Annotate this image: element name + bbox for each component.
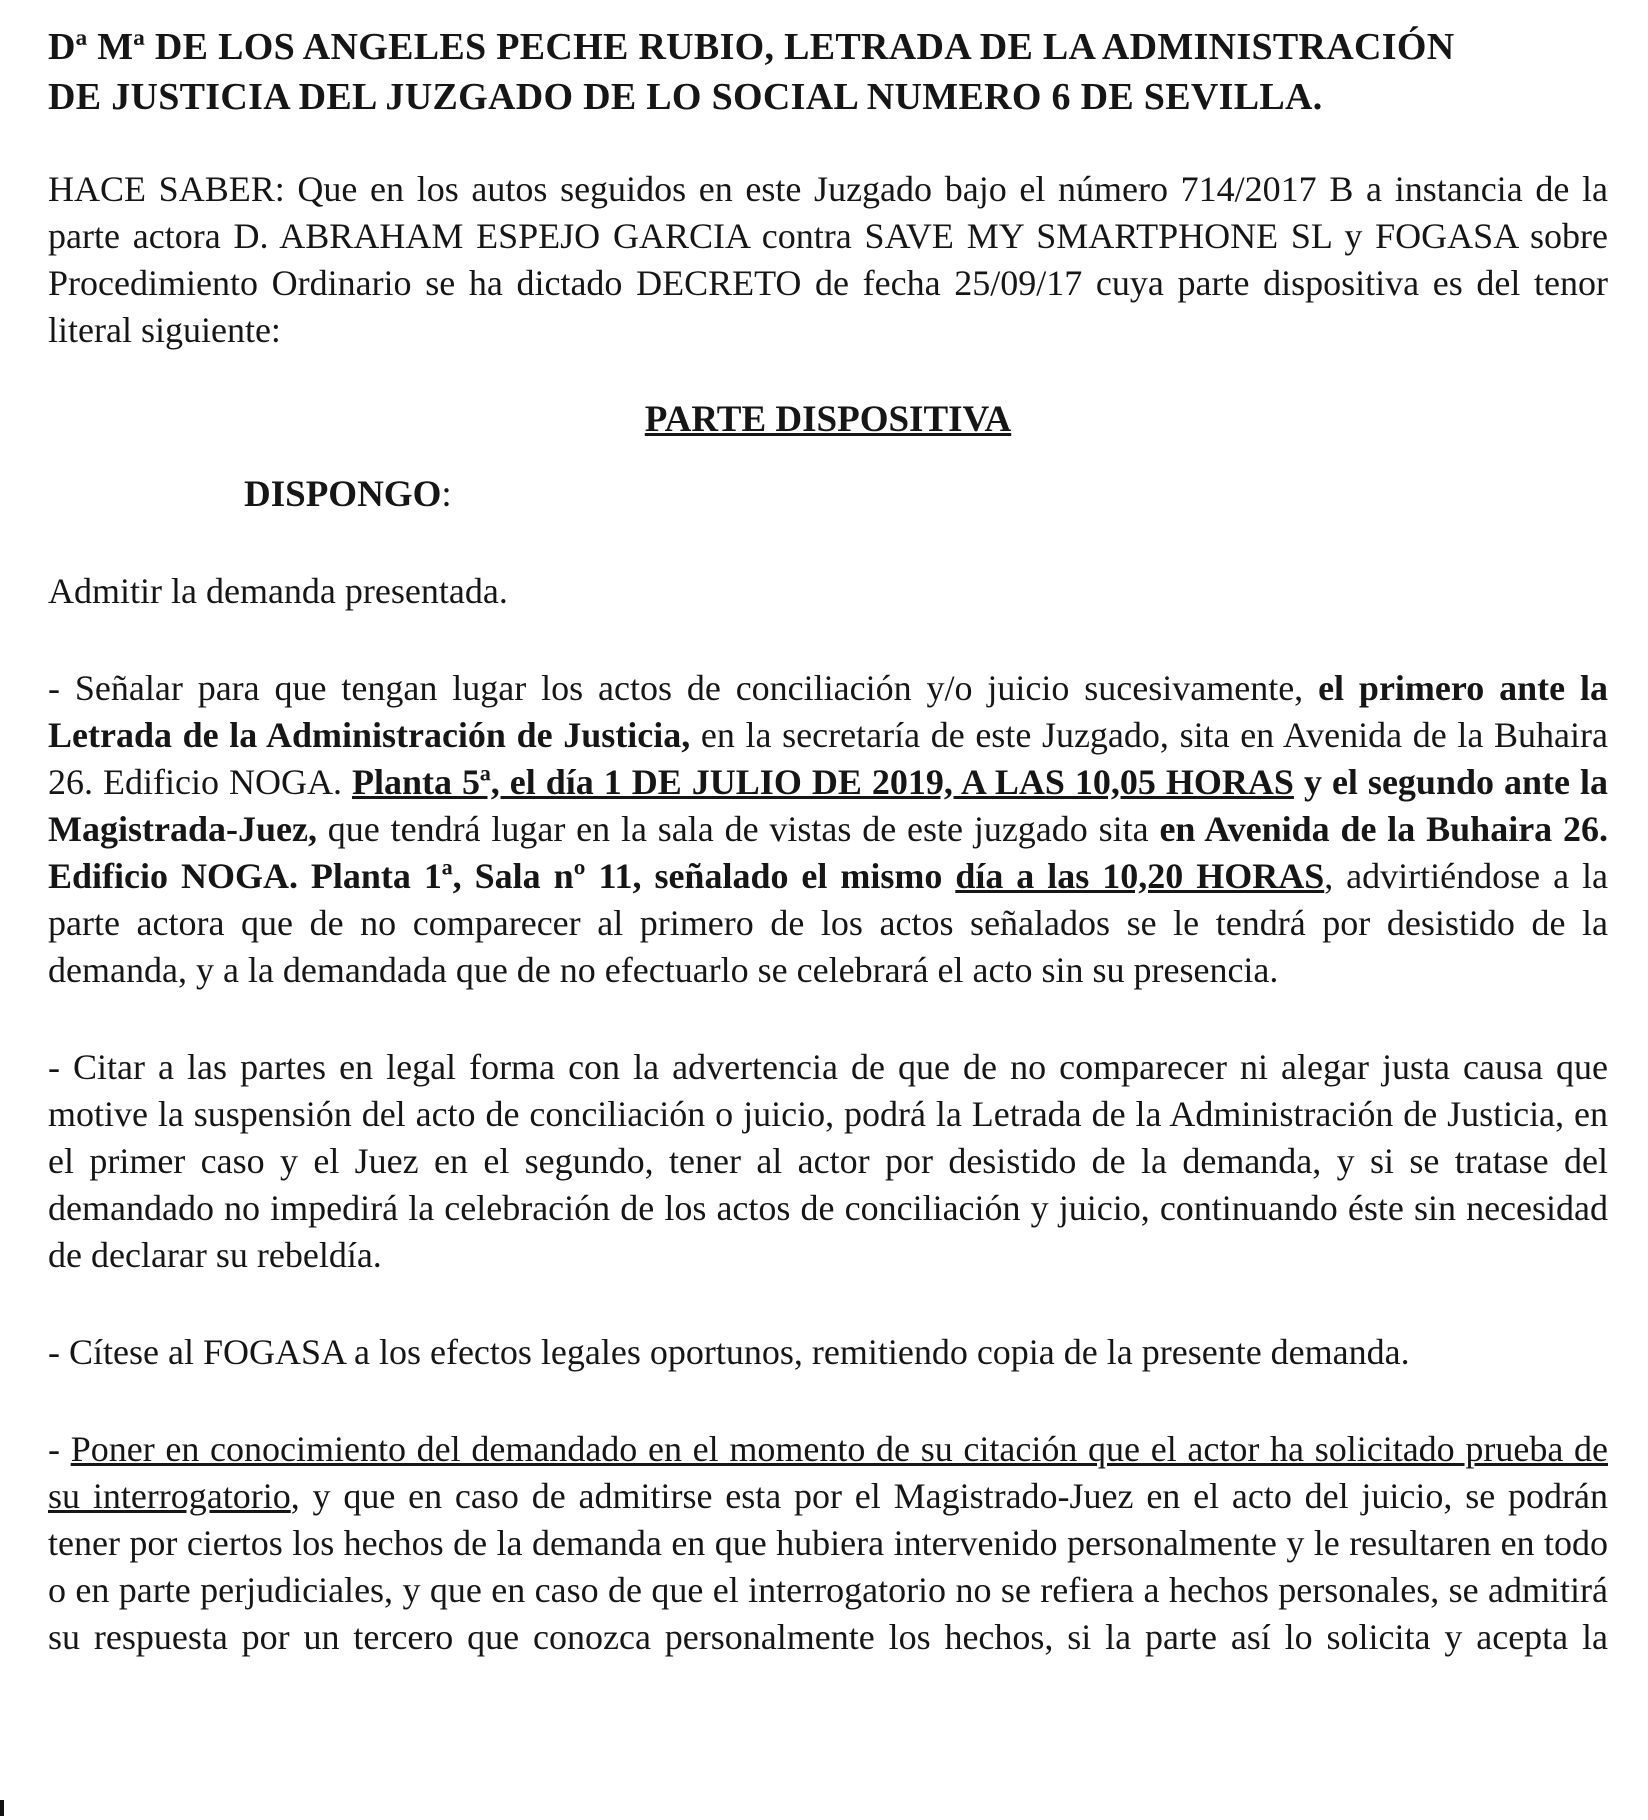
poner-paragraph <box>48 1426 1608 1661</box>
senalar-text-7: en Avenida de la Buhaira 26. Edificio NOGA. Planta 1ª, Sala nº 11, señalado el mismo <box>48 809 1609 896</box>
citar-paragraph: - Citar a las partes en legal forma con la advertencia de que de no comparecer ni alegar justa causa que motive la suspensión del acto de conciliación o juicio, podrá la Letrada de la Administración de Justicia, en el primer caso y el Juez en el segundo, tener al actor por desistido de la demanda, y si se tratase del demandado no impedirá la celebración de los actos de conciliación y juicio, continuando éste sin necesidad de declarar su rebeldía. <box>48 1047 1608 1275</box>
heading-line-2: DE JUSTICIA DEL JUZGADO DE LO SOCIAL NUMERO 6 DE SEVILLA. <box>48 76 1323 118</box>
senalar-text-3: en la secretaría de este Juzgado, sita en Avenida de la Buhaira 26. Edificio NOGA. <box>48 715 1608 802</box>
senalar-text-6: que tendrá lugar en la sala de vistas de este juzgado sita <box>316 809 1160 849</box>
section-title: PARTE DISPOSITIVA <box>644 399 1012 440</box>
citese-paragraph: - Cítese al FOGASA a los efectos legales oportunos, remitiendo copia de la presente demanda. <box>48 1332 1410 1372</box>
document-heading <box>48 22 1608 122</box>
poner-text: , y que en caso de admitirse esta por el Magistrado-Juez en el acto del juicio, se podrán tener por ciertos los hechos de la demanda en que hubiera intervenido personalmente y le resultaren en todo o en parte perjudiciales, y que en caso de que el interrogatorio no se refiera a hechos personales, se admitirá su respuesta por un tercero que conozca personalmente los hechos, si la parte así lo solicita y acepta la <box>48 1476 1608 1657</box>
senalar-text-1: - Señalar para que tengan lugar los actos de conciliación y/o juicio sucesivamente, <box>48 668 1319 708</box>
senalar-text-2: el primero ante la Letrada de la Administración de Justicia, <box>48 668 1608 755</box>
heading-line-1: Dª Mª DE LOS ANGELES PECHE RUBIO, LETRADA DE LA ADMINISTRACIÓN <box>48 26 1455 68</box>
senalar-paragraph <box>48 665 1608 994</box>
senalar-text-5: y el segundo ante la Magistrada-Juez, <box>48 762 1608 849</box>
admitir-paragraph: Admitir la demanda presentada. <box>48 571 508 611</box>
dispongo-label: DISPONGO <box>244 474 442 515</box>
dispongo-colon: : <box>441 474 452 515</box>
senalar-text-9: , advirtiéndose a la parte actora que de no comparecer al primero de los actos señalados se le tendrá por desistido de la demanda, y a la demandada que de no efectuarlo se celebrará el acto sin su presencia. <box>48 856 1608 990</box>
poner-underlined-text: Poner en conocimiento del demandado en el momento de su citación que el actor ha solicitado prueba de su interrogatorio <box>48 1429 1608 1516</box>
poner-dash: - <box>48 1429 71 1469</box>
scan-edge-mark <box>0 1800 4 1816</box>
document-page <box>48 22 1608 1661</box>
senalar-first-date: Planta 5ª, el día 1 DE JULIO DE 2019, A LAS 10,05 HORAS <box>351 762 1294 802</box>
senalar-second-time: día a las 10,20 HORAS <box>955 856 1325 896</box>
intro-paragraph: HACE SABER: Que en los autos seguidos en este Juzgado bajo el número 714/2017 B a instancia de la parte actora D. ABRAHAM ESPEJO GARCIA contra SAVE MY SMARTPHONE SL y FOGASA sobre Procedimiento Ordinario se ha dictado DECRETO de fecha 25/09/17 cuya parte dispositiva es del tenor literal siguiente: <box>48 169 1608 350</box>
dispongo-line <box>48 471 1608 518</box>
